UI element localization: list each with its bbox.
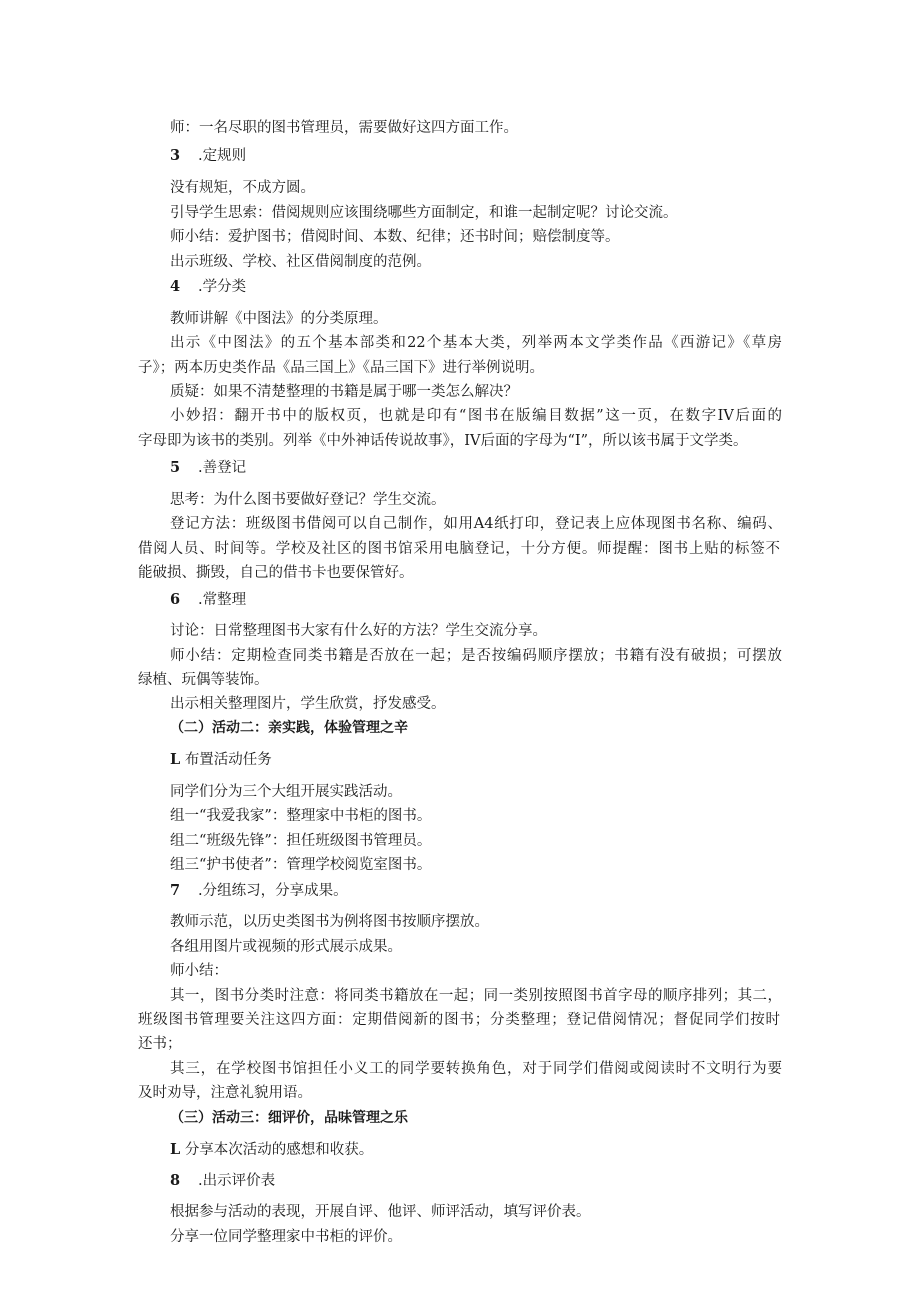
heading-8: [170, 1171, 275, 1191]
paragraph-line: 没有规矩，不成方圆。: [170, 180, 315, 196]
paragraph-line: 登记方法：班级图书借阅可以自己制作，如用A4纸打印，登记表上应体现图书名称、编码、: [170, 516, 782, 532]
heading-7: [170, 881, 348, 901]
heading-number: 8: [170, 1172, 181, 1189]
paragraph-line: 组一“我爱我家”：整理家中书柜的图书。: [170, 808, 432, 824]
paragraph-line: 教师讲解《中图法》的分类原理。: [170, 311, 388, 327]
paragraph-line: 能破损、撕毁，自己的借书卡也要保管好。: [138, 565, 414, 581]
paragraph-line: 还书；: [138, 1036, 182, 1052]
paragraph-line: 同学们分为三个大组开展实践活动。: [170, 784, 402, 800]
paragraph-line: 其三，在学校图书馆担任小义工的同学要转换角色，对于同学们借阅或阅读时不文明行为要: [170, 1061, 782, 1077]
heading-title: .善登记: [198, 460, 247, 476]
paragraph-line: 绿植、玩偶等装饰。: [138, 672, 269, 688]
paragraph-line: 班级图书管理要关注这四方面：定期借阅新的图书；分类整理；登记借阅情况；督促同学们按时: [138, 1012, 780, 1028]
paragraph-line: 借阅人员、时间等。学校及社区的图书馆采用电脑登记，十分方便。师提醒：图书上贴的标签不: [138, 541, 780, 557]
paragraph-line: 子》；两本历史类作品《品三国上》《品三国下》进行举例说明。: [138, 360, 544, 376]
paragraph-line: 师小结：: [170, 963, 228, 979]
heading-number: 4: [170, 278, 181, 295]
paragraph-line: 出示《中图法》的五个基本部类和22个基本大类，列举两本文学类作品《西游记》《草房: [170, 335, 782, 351]
heading-title: .常整理: [198, 592, 247, 608]
paragraph-line: 各组用图片或视频的形式展示成果。: [170, 939, 402, 955]
subheading-title: 布置活动任务: [184, 752, 272, 768]
heading-6: [170, 590, 246, 610]
heading-5: [170, 458, 246, 478]
paragraph-line: 教师示范，以历史类图书为例将图书按顺序摆放。: [170, 914, 489, 930]
heading-title: .出示评价表: [198, 1173, 276, 1189]
paragraph-line: 根据参与活动的表现，开展自评、他评、师评活动，填写评价表。: [170, 1204, 591, 1220]
subheading-number: L: [170, 751, 181, 768]
paragraph-line: 出示班级、学校、社区借阅制度的范例。: [170, 254, 431, 270]
paragraph-line: 讨论：日常整理图书大家有什么好的方法？学生交流分享。: [170, 623, 547, 639]
heading-title: .学分类: [198, 279, 247, 295]
section-heading: （二）活动二：亲实践，体验管理之辛: [170, 720, 408, 736]
subheading-number: L: [170, 1141, 181, 1158]
heading-3: [170, 146, 246, 166]
heading-number: 5: [170, 459, 181, 476]
section-heading: （三）活动三：细评价，品味管理之乐: [170, 1110, 408, 1126]
heading-number: 6: [170, 591, 181, 608]
paragraph-line: 分享一位同学整理家中书柜的评价。: [170, 1229, 402, 1245]
paragraph-line: 思考：为什么图书要做好登记？学生交流。: [170, 492, 446, 508]
heading-title: .分组练习，分享成果。: [198, 883, 348, 899]
heading-title: .定规则: [198, 148, 247, 164]
paragraph-line: 引导学生思索：借阅规则应该围绕哪些方面制定，和谁一起制定呢？讨论交流。: [170, 205, 678, 221]
heading-4: [170, 277, 246, 297]
subheading-title: 分享本次活动的感想和收获。: [184, 1142, 374, 1158]
heading-number: 7: [170, 882, 181, 899]
paragraph-line: 师小结：爱护图书；借阅时间、本数、纪律；还书时间；赔偿制度等。: [170, 229, 620, 245]
paragraph-line: 组二“班级先锋”：担任班级图书管理员。: [170, 833, 432, 849]
paragraph-line: 组三“护书使者”：管理学校阅览室图书。: [170, 857, 432, 873]
paragraph-line: 字母即为该书的类别。列举《中外神话传说故事》，IV后面的字母为“I”，所以该书属于文学类。: [138, 433, 748, 449]
paragraph-line: 出示相关整理图片，学生欣赏，抒发感受。: [170, 696, 446, 712]
paragraph-line: 师：一名尽职的图书管理员，需要做好这四方面工作。: [170, 120, 518, 136]
paragraph-line: 质疑：如果不清楚整理的书籍是属于哪一类怎么解决？: [170, 384, 518, 400]
paragraph-line: 及时劝导，注意礼貌用语。: [138, 1085, 312, 1101]
paragraph-line: 师小结：定期检查同类书籍是否放在一起；是否按编码顺序摆放；书籍有没有破损；可摆放: [170, 648, 782, 664]
heading-number: 3: [170, 147, 181, 164]
subheading: [170, 1140, 373, 1160]
paragraph-line: 其一，图书分类时注意：将同类书籍放在一起；同一类别按照图书首字母的顺序排列；其二，: [170, 988, 782, 1004]
subheading: [170, 750, 272, 770]
paragraph-line: 小妙招：翻开书中的版权页，也就是印有“图书在版编目数据”这一页，在数字IV后面的: [170, 408, 782, 424]
